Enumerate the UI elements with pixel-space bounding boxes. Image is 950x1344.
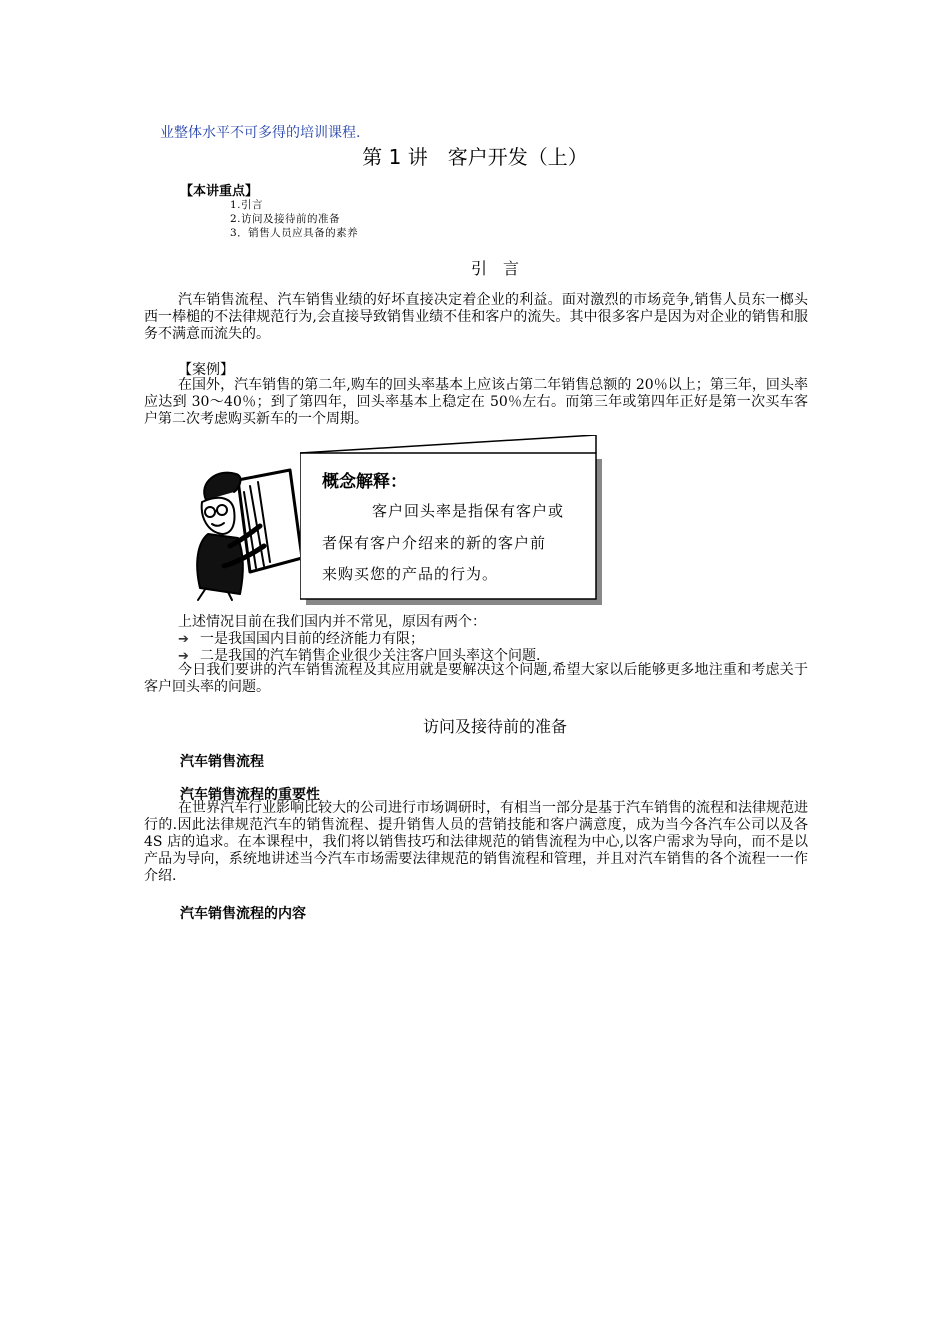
concept-callout	[300, 435, 598, 600]
reason-text: 一是我国国内目前的经济能力有限；	[200, 631, 424, 647]
concept-line: 来购买您的产品的行为。	[322, 565, 499, 583]
section-title-prep: 访问及接待前的准备	[422, 717, 567, 736]
page-title: 第 1 讲 客户开发（上）	[362, 145, 588, 169]
key-point-item: 1.引言	[230, 199, 264, 211]
key-point-item: 3．销售人员应具备的素养	[230, 227, 359, 239]
concept-title: 概念解释：	[322, 472, 407, 492]
man-carrying-box-illustration	[178, 462, 306, 602]
arrow-right-icon: ➔	[178, 632, 189, 647]
key-points-heading: 【本讲重点】	[180, 184, 259, 199]
subheading-importance: 汽车销售流程的重要性	[180, 787, 320, 803]
case-paragraph: 在国外，汽车销售的第二年,购车的回头率基本上应该占第二年销售总额的 20％以上；第三年，回头率应达到 30～40％；到了第四年，回头率基本上稳定在 50％左右。而第三年或第四年正好是第一次买车客户第二次考虑购买新车的一个周期。	[144, 377, 808, 427]
concept-line: 客户回头率是指保有客户或	[372, 502, 565, 520]
subheading-content: 汽车销售流程的内容	[180, 906, 306, 922]
intro-line: 业整体水平不可多得的培训课程.	[160, 125, 361, 141]
importance-paragraph: 在世界汽车行业影响比较大的公司进行市场调研时，有相当一部分是基于汽车销售的流程和法律规范进行的.因此法律规范汽车的销售流程、提升销售人员的营销技能和客户满意度，成为当今各汽车公司以及各 4S 店的追求。在本课程中，我们将以销售技巧和法律规范的销售流程为中心,以客户需求为导向，而不是以产品为导向，系统地讲述当今汽车市场需要法律规范的销售流程和管理，并且对汽车销售的各个流程一一作介绍.	[144, 800, 808, 884]
reason-text: 二是我国的汽车销售企业很少关注客户回头率这个问题.	[200, 648, 541, 664]
reasons-lead: 上述情况目前在我们国内并不常见，原因有两个：	[178, 614, 486, 630]
intro-paragraph: 汽车销售流程、汽车销售业绩的好坏直接决定着企业的利益。面对激烈的市场竞争,销售人员东一榔头西一棒槌的不法律规范行为,会直接导致销售业绩不佳和客户的流失。其中很多客户是因为对企业的销售和服务不满意而流失的。	[144, 292, 808, 342]
closing-paragraph: 今日我们要讲的汽车销售流程及其应用就是要解决这个问题,希望大家以后能够更多地注重和考虑关于客户回头率的问题。	[144, 662, 808, 695]
subheading-sales-process: 汽车销售流程	[180, 754, 264, 770]
arrow-right-icon: ➔	[178, 649, 189, 664]
section-title-intro: 引 言	[470, 259, 519, 278]
concept-line: 者保有客户介绍来的新的客户前	[322, 534, 547, 552]
key-point-item: 2.访问及接待前的准备	[230, 213, 341, 225]
case-label: 【案例】	[178, 362, 234, 378]
